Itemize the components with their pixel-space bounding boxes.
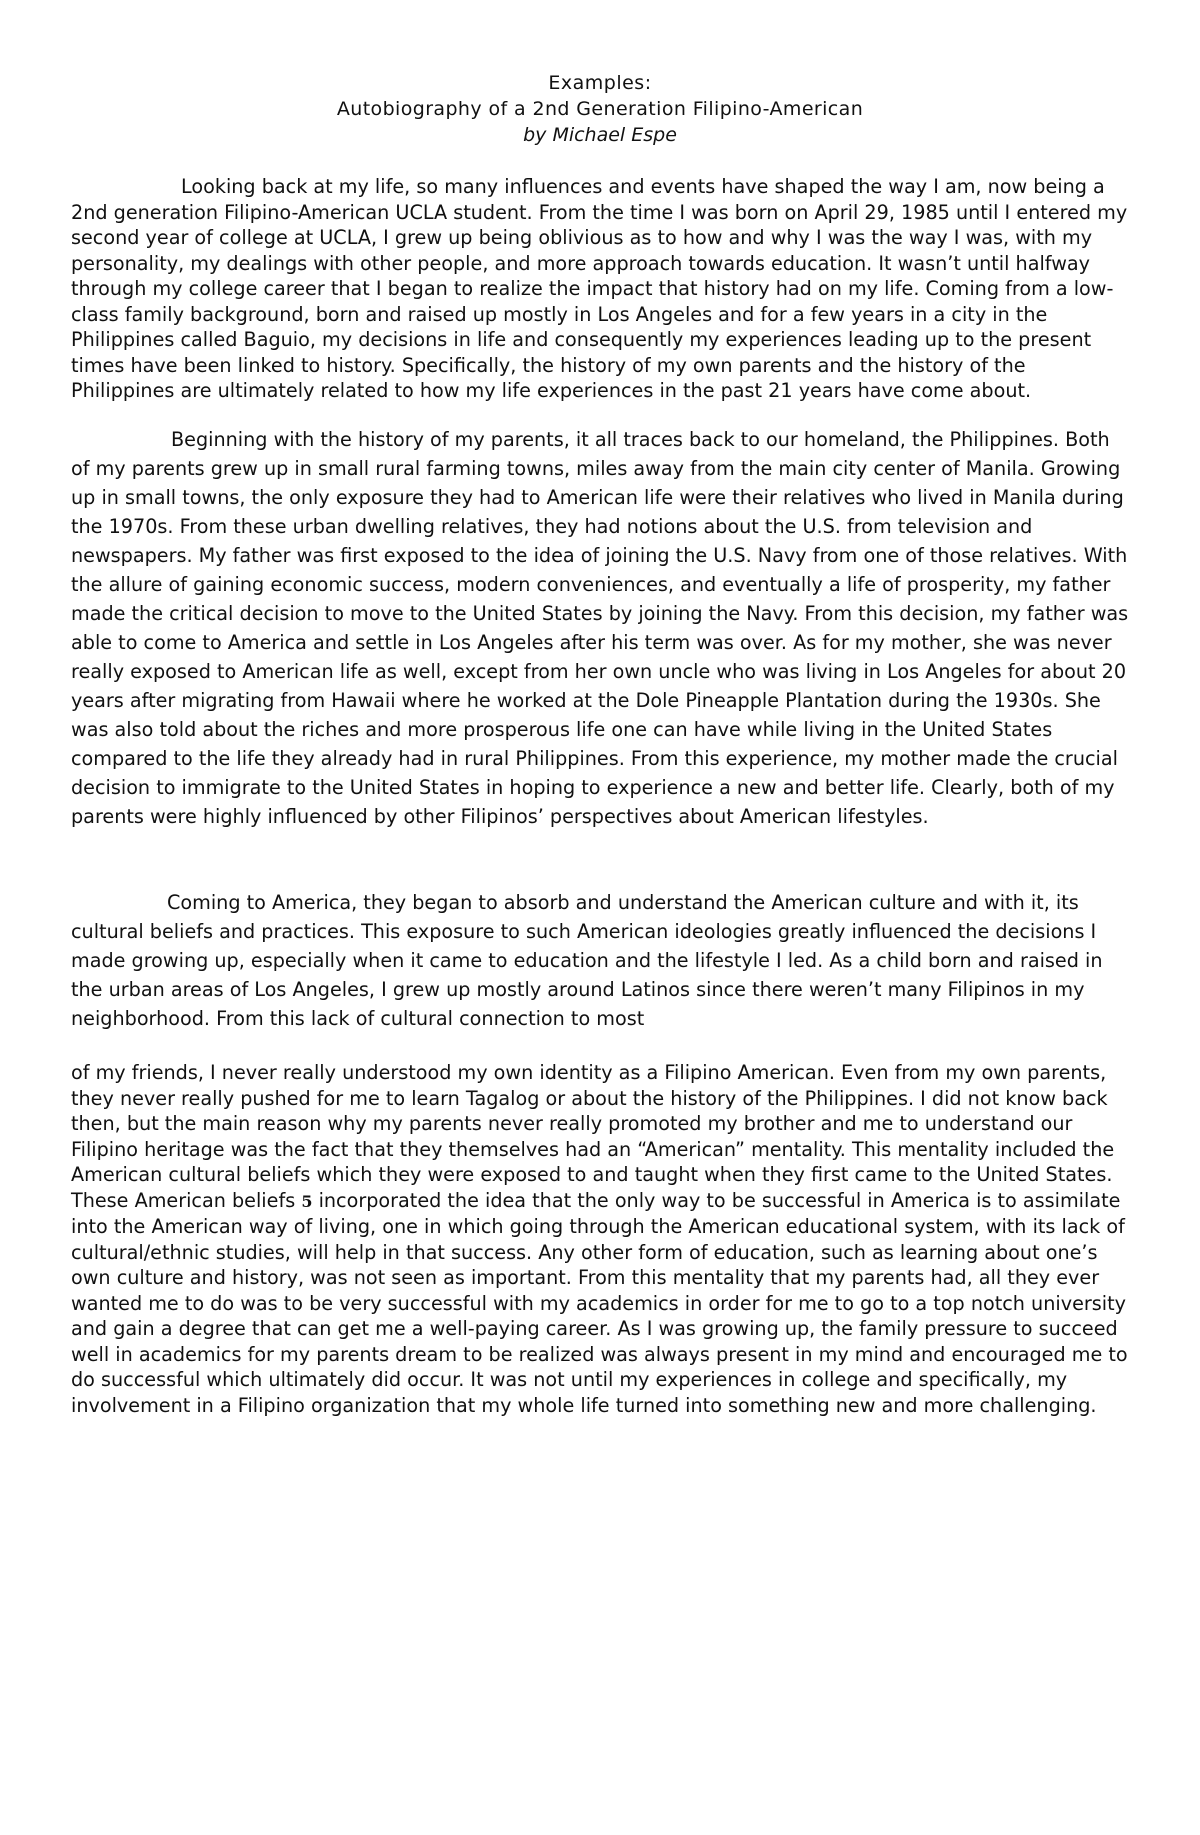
page-number-marker: 5 <box>301 1191 313 1211</box>
document-title: Autobiography of a 2nd Generation Filipino-American <box>336 98 864 120</box>
paragraph-3: Coming to America, they began to absorb and understand the American culture and with it, its cultural beliefs and practices. This exposure to such American ideologies greatly influenced the decisions I made growing up, especially when it came to education and the lifestyle I led. As a child born and raised in the urban areas of Los Angeles, I grew up mostly around Latinos since there weren’t many Filipinos in my neighborhood. From this lack of cultural connection to most <box>71 891 1103 1030</box>
paragraph-1: Looking back at my life, so many influences and events have shaped the way I am, now being a 2nd generation Filipino-American UCLA student. From the time I was born on April 29, 1985 until I entered my second year of college at UCLA, I grew up being oblivious as to how and why I was the way I was, with my personality, my dealings with other people, and more approach towards education. It wasn’t until halfway through my college career that I began to realize the impact that history had on my life. Coming from a low-class family background, born and raised up mostly in Los Angeles and for a few years in a city in the Philippines called Baguio, my decisions in life and consequently my experiences leading up to the present times have been linked to history. Specifically, the history of my own parents and the history of the Philippines are ultimately related to how my life experiences in the past 21 years have come about. <box>71 175 1128 402</box>
paragraph-2: Beginning with the history of my parents, it all traces back to our homeland, the Philippines. Both of my parents grew up in small rural farming towns, miles away from the main city center of Manila. Growing up in small towns, the only exposure they had to American life were their relatives who lived in Manila during the 1970s. From these urban dwelling relatives, they had notions about the U.S. from television and newspapers. My father was first exposed to the idea of joining the U.S. Navy from one of those relatives. With the allure of gaining economic success, modern conveniences, and eventually a life of prosperity, my father made the critical decision to move to the United States by joining the Navy. From this decision, my father was able to come to America and settle in Los Angeles after his term was over. As for my mother, she was never really exposed to American life as well, except from her own uncle who was living in Los Angeles for about 20 years after migrating from Hawaii where he worked at the Dole Pineapple Plantation during the 1930s. She was also told about the riches and more prosperous life one can have while living in the United States compared to the life they already had in rural Philippines. From this experience, my mother made the crucial decision to immigrate to the United States in hoping to experience a new and better life. Clearly, both of my parents were highly influenced by other Filipinos’ perspectives about American lifestyles. <box>71 428 1129 828</box>
examples-label: Examples: <box>548 72 652 94</box>
paragraph-4-continuation: incorporated the idea that the only way to be successful in America is to assimilate into the American way of living, one in which going through the American educational system, with its lack of cultural/ethnic studies, will help in that success. Any other form of education, such as learning about one’s own culture and history, was not seen as important. From this mentality that my parents had, all they ever wanted me to do was to be very successful with my academics in order for me to go to a top notch university and gain a degree that can get me a well-paying career. As I was growing up, the family pressure to succeed well in academics for my parents dream to be realized was always present in my mind and encouraged me to do successful which ultimately did occur. It was not until my experiences in college and specifically, my involvement in a Filipino organization that my whole life turned into something new and more challenging. <box>71 1188 1128 1417</box>
author-byline: by Michael Espe <box>523 124 677 146</box>
paragraph-4 <box>71 1060 1131 1418</box>
paragraph-4-text: of my friends, I never really understood my own identity as a Filipino American. Even from my own parents, they never really pushed for me to learn Tagalog or about the history of the Philippines. I did not know back then, but the main reason why my parents never really promoted my brother and me to understand our Filipino heritage was the fact that they themselves had an “American” mentality. This mentality included the American cultural beliefs which they were exposed to and taught when they first came to the United States. These American beliefs <box>71 1061 1115 1212</box>
